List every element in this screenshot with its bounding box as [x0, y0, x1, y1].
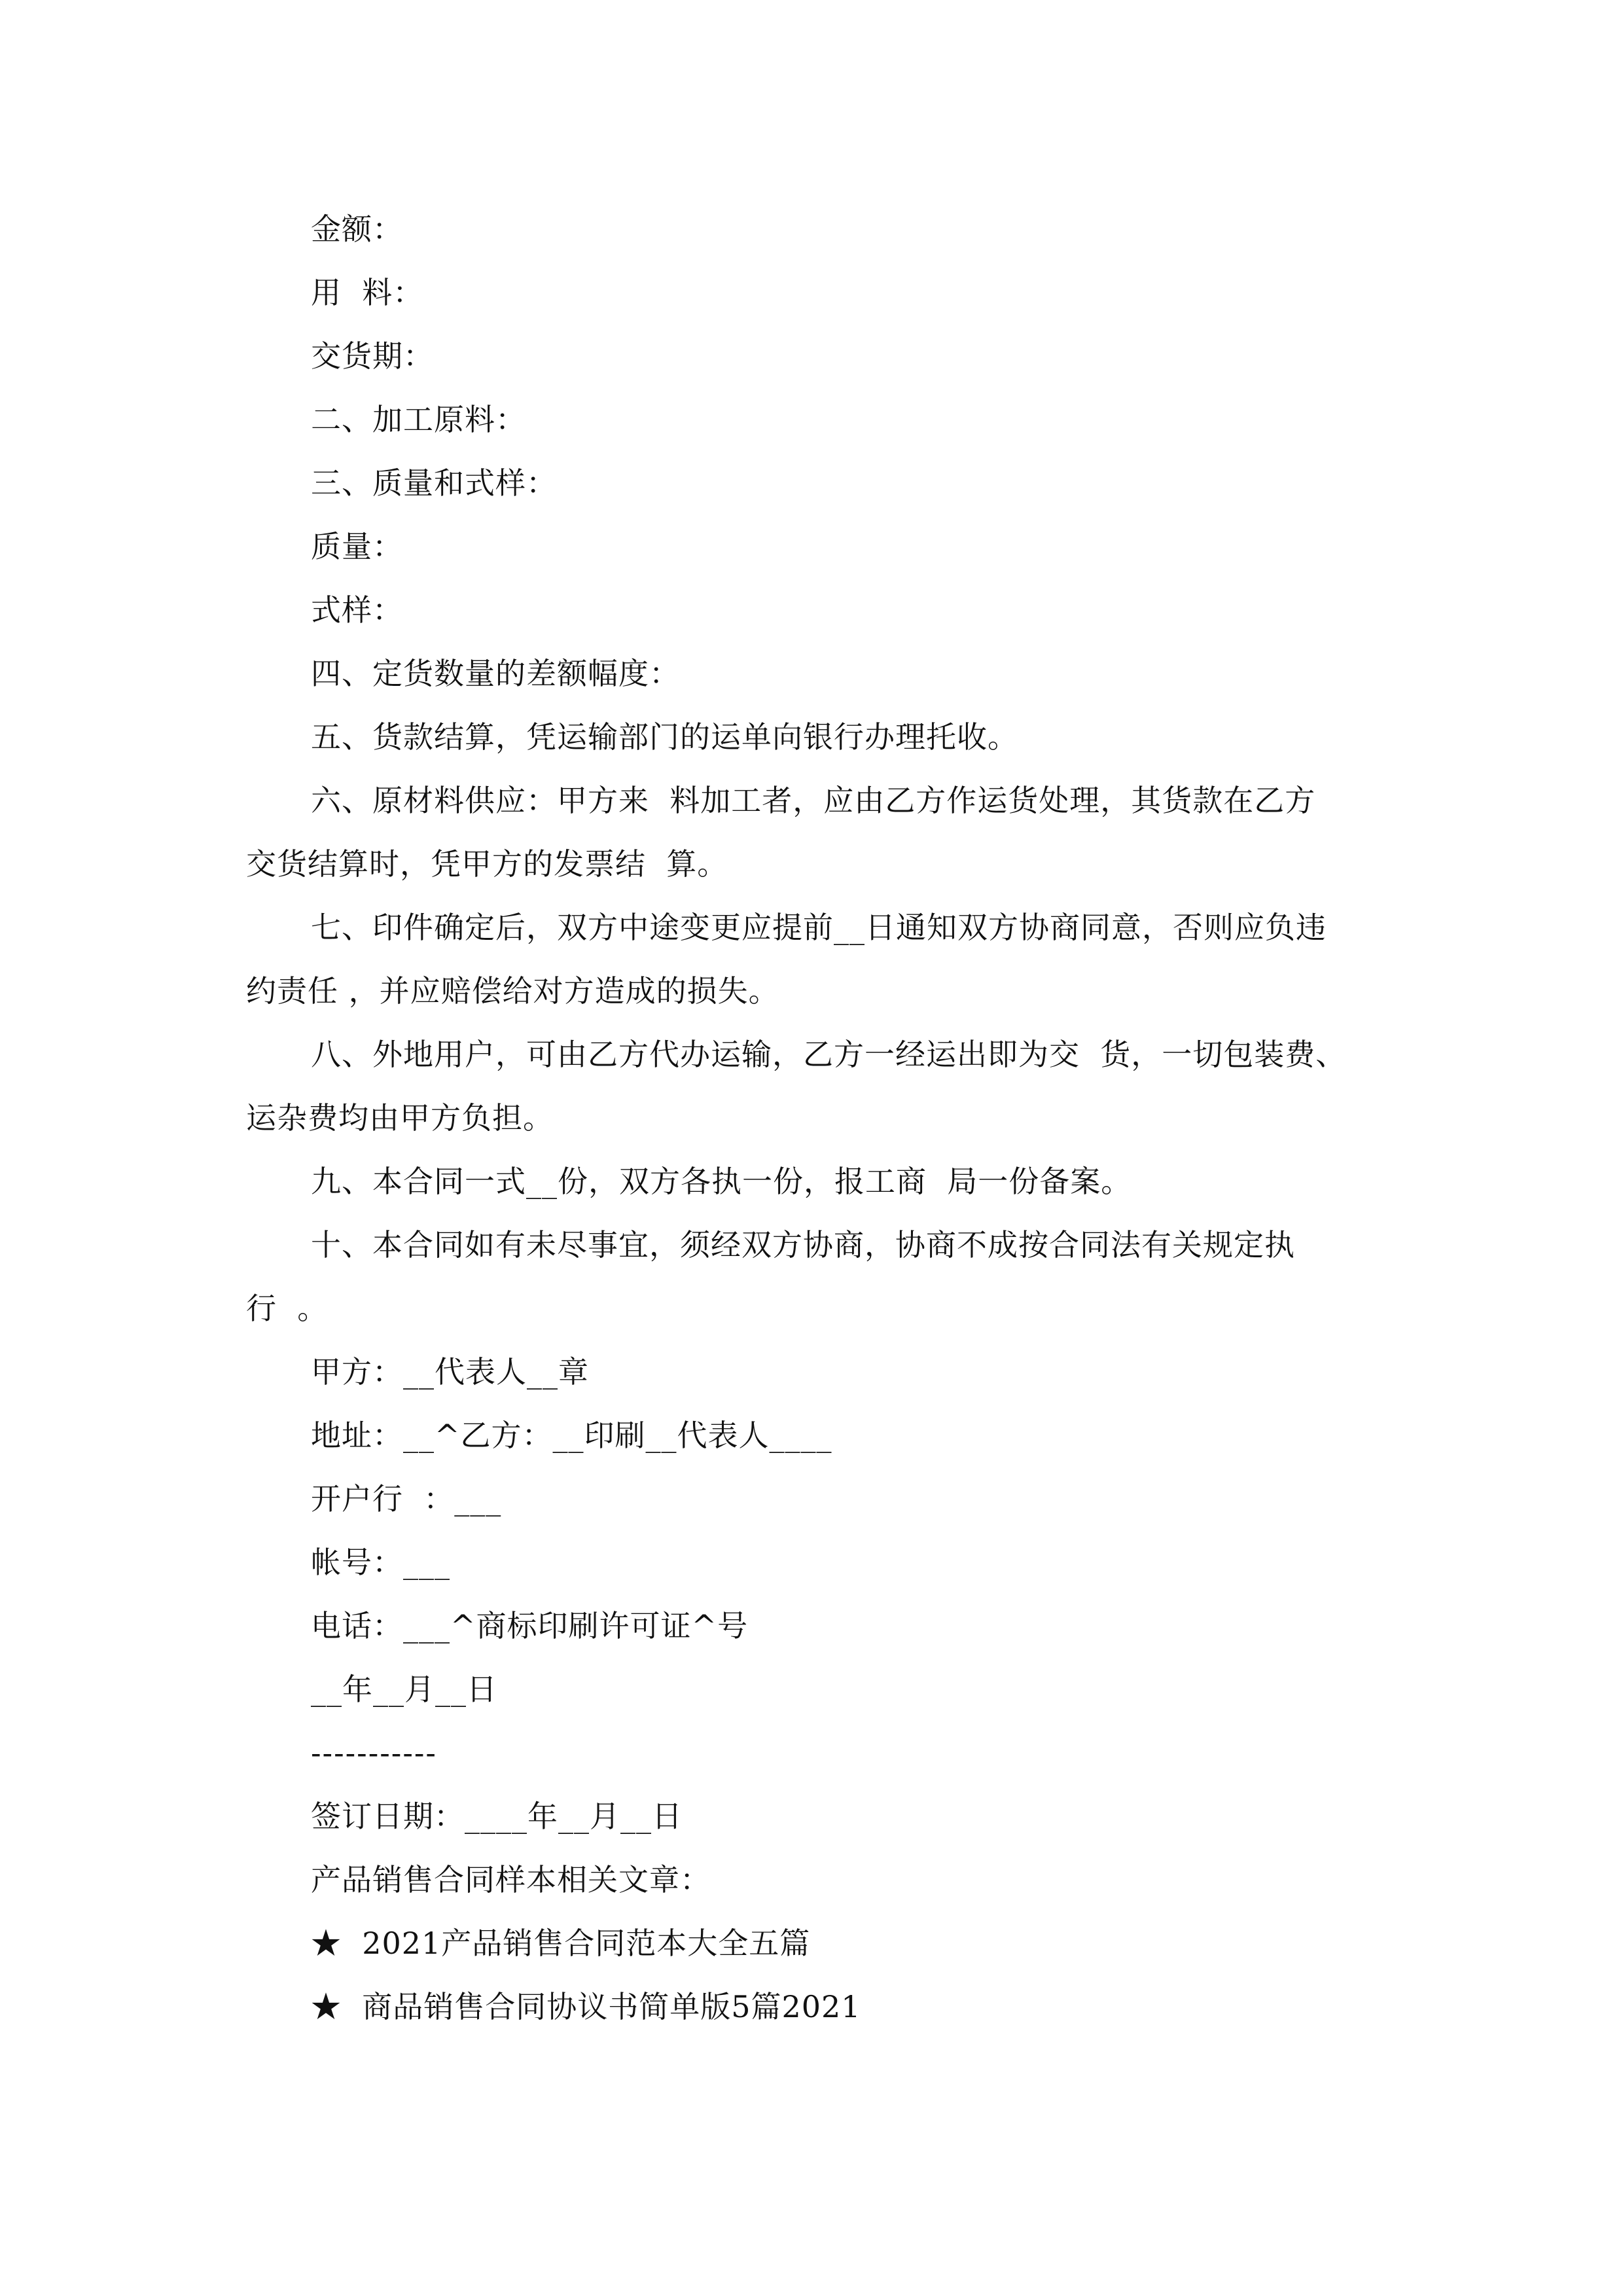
clause-4-quantity-range: 四、定货数量的差额幅度： — [311, 656, 680, 691]
field-material: 用 料： — [311, 275, 424, 310]
clause-2-raw-materials: 二、加工原料： — [311, 402, 526, 437]
related-articles-heading: 产品销售合同样本相关文章： — [311, 1862, 711, 1897]
clause-8-shipping-line-1: 八、外地用户，可由乙方代办运输，乙方一经运出即为交 货，一切包装费、 — [311, 1037, 1347, 1072]
clause-3-quality-style: 三、质量和式样： — [311, 465, 557, 501]
signing-date-line: 签订日期：____年__月__日 — [311, 1799, 683, 1834]
clause-5-payment: 五、货款结算，凭运输部门的运单向银行办理托收。 — [311, 719, 1018, 755]
clause-6-supply-line-1: 六、原材料供应：甲方来 料加工者，应由乙方作运货处理，其货款在乙方 — [311, 783, 1316, 818]
clause-9-copies: 九、本合同一式__份，双方各执一份，报工商 局一份备案。 — [311, 1164, 1132, 1199]
clause-7-change-line-2: 约责任 ，并应赔偿给对方造成的损失。 — [246, 973, 779, 1009]
phone-line: 电话：___^商标印刷许可证^号 — [311, 1608, 749, 1643]
date-line: __年__月__日 — [311, 1672, 497, 1707]
field-style: 式样： — [311, 592, 403, 628]
field-amount: 金额： — [311, 211, 403, 247]
field-quality: 质量： — [311, 529, 403, 564]
separator-dashes: ----------- — [311, 1735, 437, 1770]
field-delivery-date: 交货期： — [311, 338, 434, 374]
address-line: 地址：__^乙方：__印刷__代表人____ — [311, 1418, 832, 1453]
clause-6-supply-line-2: 交货结算时，凭甲方的发票结 算。 — [246, 846, 728, 882]
clause-8-shipping-line-2: 运杂费均由甲方负担。 — [246, 1100, 554, 1136]
clause-10-misc-line-1: 十、本合同如有未尽事宜，须经双方协商，协商不成按合同法有关规定执 — [311, 1227, 1295, 1263]
related-article-link-1[interactable]: ★ 2021产品销售合同范本大全五篇 — [311, 1926, 811, 1961]
party-a-line: 甲方：__代表人__章 — [311, 1354, 589, 1390]
account-line: 帐号：___ — [311, 1545, 450, 1580]
clause-7-change-line-1: 七、印件确定后，双方中途变更应提前__日通知双方协商同意，否则应负违 — [311, 910, 1327, 945]
bank-line: 开户行 ：___ — [311, 1481, 502, 1516]
related-article-link-2[interactable]: ★ 商品销售合同协议书简单版5篇2021 — [311, 1989, 861, 2024]
clause-10-misc-line-2: 行 。 — [246, 1291, 329, 1326]
